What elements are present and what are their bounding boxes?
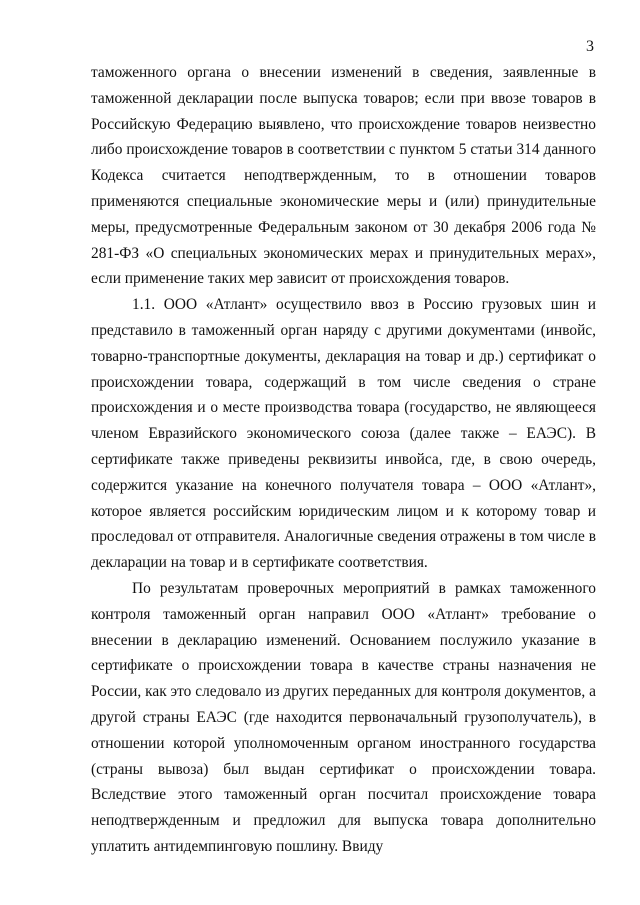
paragraph-section-1-1: 1.1. ООО «Атлант» осуществило ввоз в Россию грузовых шин и представило в таможенный орган наряду с другими документами (инвойс, товарно-транспортные документы, декларация на товар и др.) сертификат о происхождении товара, содержащий в том числе сведения о стране происхождения и о месте производства товара (государство, не являющееся членом Евразийского экономического союза (далее также – ЕАЭС). В сертификате также приведены реквизиты инвойса, где, в свою очередь, содержится указание на конечного получателя товара – ООО «Атлант», которое является российским юридическим лицом и к которому товар и проследовал от отправителя. Аналогичные сведения отражены в том числе в декларации на товар и в сертификате соответствия. bbox=[91, 296, 596, 572]
page-number: 3 bbox=[586, 38, 594, 55]
document-body bbox=[91, 60, 596, 860]
paragraph-continuation: таможенного органа о внесении изменений в сведения, заявленные в таможенной декларации после выпуска товаров; если при ввозе товаров в Российскую Федерацию выявлено, что происхождение товаров неизвестно либо происхождение товаров в соответствии с пунктом 5 статьи 314 данного Кодекса считается неподтвержденным, то в отношении товаров применяются специальные экономические меры и (или) принудительные меры, предусмотренные Федеральным законом от 30 декабря 2006 года № 281-ФЗ «О специальных экономических мерах и принудительных мерах», если применение таких мер зависит от происхождения товаров. bbox=[91, 64, 596, 288]
paragraph-control-results: По результатам проверочных мероприятий в рамках таможенного контроля таможенный орган направил ООО «Атлант» требование о внесении в декларацию изменений. Основанием послужило указание в сертификате о происхождении товара в качестве страны назначения не России, как это следовало из других переданных для контроля документов, а другой страны ЕАЭС (где находится первоначальный грузополучатель), в отношении которой уполномоченным органом иностранного государства (страны вывоза) был выдан сертификат о происхождении товара. Вследствие этого таможенный орган посчитал происхождение товара неподтвержденным и предложил для выпуска товара дополнительно уплатить антидемпинговую пошлину. Ввиду bbox=[91, 579, 596, 855]
